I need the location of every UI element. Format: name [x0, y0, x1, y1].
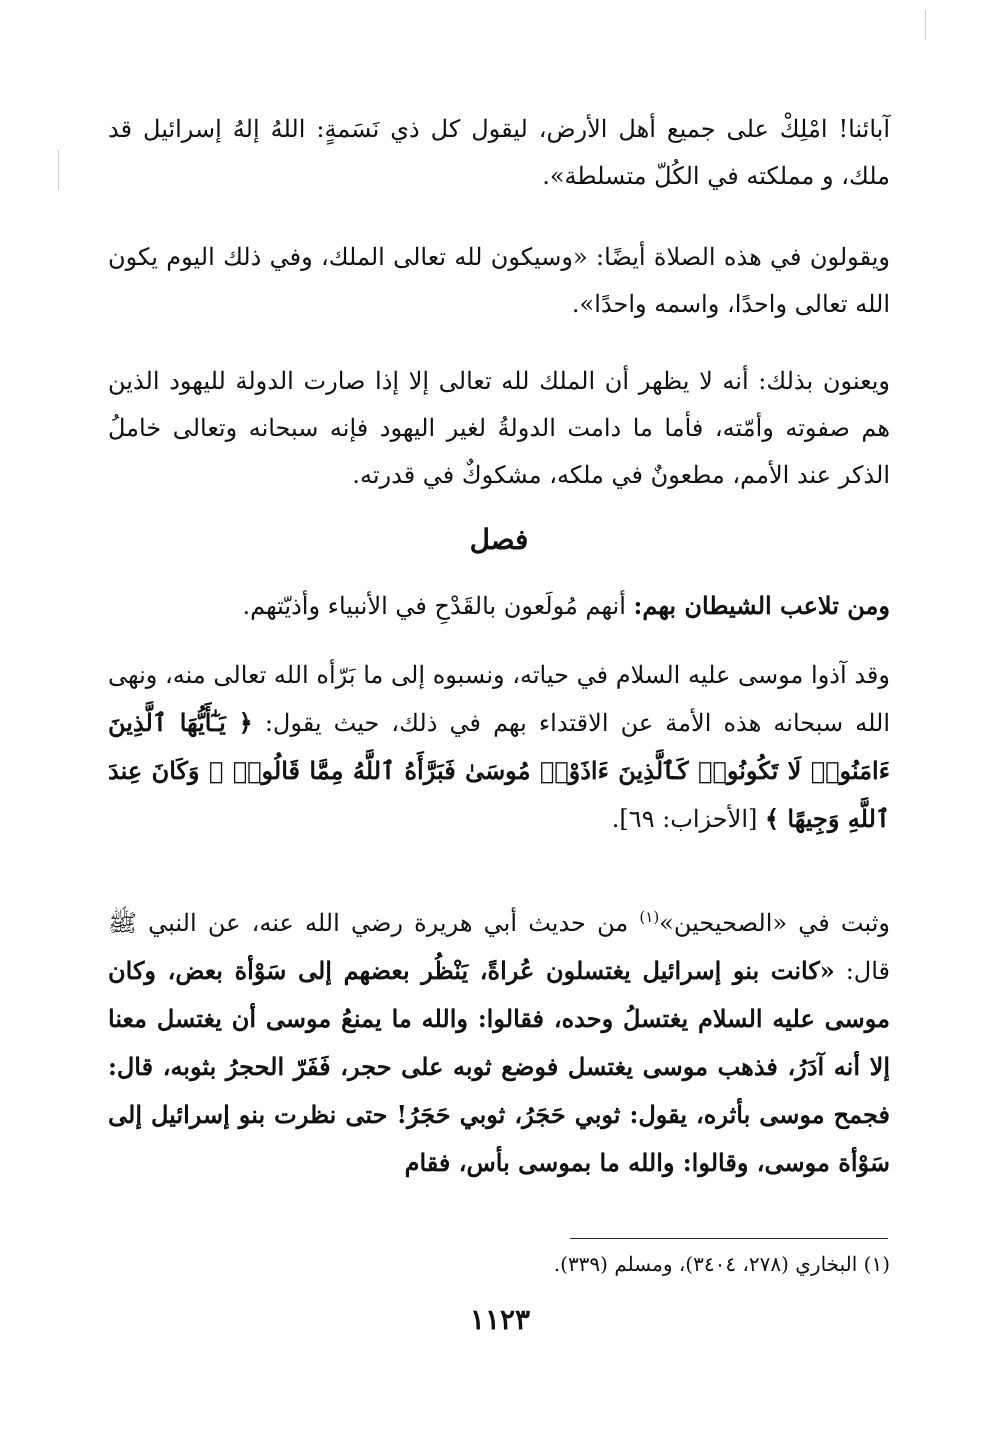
paragraph-6-text [108, 894, 890, 1187]
paragraph-3 [108, 358, 890, 499]
margin-mark-left [58, 150, 59, 190]
paragraph-4-text [108, 582, 890, 630]
verse-citation: [الأحزاب: ٦٩]. [611, 805, 765, 833]
quran-verse: ﴿ يَـٰٓأَيُّهَا ٱلَّذِينَ ءَامَنُوا۟ لَا تَكُونُوا۟ كَٱلَّذِينَ ءَاذَوْا۟ مُوسَىٰ فَبَرَّأَهُ ٱللَّهُ مِمَّا قَالُوا۟ ۚ وَكَانَ عِندَ ٱللَّهِ وَجِيهًا ﴾ [108, 708, 890, 833]
paragraph-4-lead: ومن تلاعب الشيطان بهم: [633, 591, 890, 620]
paragraph-1-text: آبائنا! امْلِكْ على جميع أهل الأرض، ليقول كل ذي نَسَمةٍ: اللهُ إلهُ إسرائيل قد ملك، و مملكته في الكُلّ متسلطة». [108, 115, 890, 190]
page-number: ١١٢٣ [469, 1303, 531, 1336]
hadith-text: «كانت بنو إسرائيل يغتسلون عُراةً، يَنْظُر بعضهم إلى سَوْأة بعض، وكان موسى عليه السلام يغتسلُ وحده، فقالوا: والله ما يمنعُ موسى أن يغتسل معنا إلا أنه آدَرُ، فذهب موسى يغتسل فوضع ثوبه على حجر، فَفَرّ الحجرُ بثوبه، قال: فجمح موسى بأثره، يقول: ثوبي حَجَرُ، ثوبي حَجَرُ! حتى نظرت بنو إسرائيل إلى سَوْأة موسى، وقالوا: والله ما بموسى بأس، فقام [108, 956, 890, 1177]
footnote-divider [570, 1238, 888, 1239]
paragraph-5 [108, 652, 890, 843]
paragraph-3-text: ويعنون بذلك: أنه لا يظهر أن الملك لله تعالى إلا إذا صارت الدولة لليهود الذين هم صفوته وأمّته، فأما ما دامت الدولةُ لغير اليهود فإنه سبحانه وتعالى خاملُ الذكر عند الأمم، مطعونٌ في ملكه، مشكوكٌ في قدرته. [108, 367, 890, 489]
paragraph-5-body: وقد آذوا موسى عليه السلام في حياته، ونسبوه إلى ما بَرّأه الله تعالى منه، ونهى الله سبحانه هذه الأمة عن الاقتداء بهم في ذلك، حيث يقول: [108, 661, 890, 737]
paragraph-6-intro: وثبت في «الصحيحين» [659, 909, 890, 937]
paragraph-6 [108, 894, 890, 1187]
section-heading: فصل [469, 523, 529, 556]
paragraph-6-intro-rest: من حديث أبي هريرة رضي الله عنه، عن النبي ﷺ قال: [108, 909, 891, 985]
paragraph-4 [108, 582, 890, 630]
paragraph-1 [108, 106, 890, 200]
paragraph-2 [108, 234, 890, 328]
paragraph-2-text: ويقولون في هذه الصلاة أيضًا: «وسيكون لله تعالى الملك، وفي ذلك اليوم يكون الله تعالى واحدًا، واسمه واحدًا». [108, 243, 890, 318]
paragraph-5-text [108, 652, 890, 843]
paragraph-4-rest: أنهم مُولَعون بالقَدْحِ في الأنبياء وأذيّتهم. [242, 592, 634, 620]
footnote-reference: (١) [639, 908, 660, 926]
footnote: (١) البخاري (٢٧٨، ٣٤٠٤)، ومسلم (٣٣٩). [553, 1252, 890, 1276]
margin-mark-top [925, 10, 926, 40]
